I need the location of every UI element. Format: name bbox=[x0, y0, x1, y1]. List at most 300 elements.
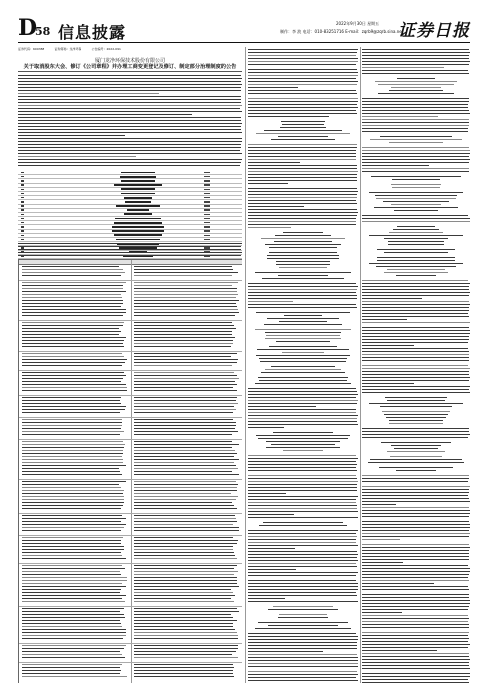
text-line bbox=[18, 135, 125, 136]
text-line bbox=[260, 361, 346, 362]
text-line bbox=[362, 553, 469, 554]
text-line bbox=[280, 127, 325, 128]
text-line bbox=[134, 372, 234, 373]
text-line bbox=[134, 328, 236, 329]
row-divider bbox=[19, 417, 242, 418]
text-line bbox=[18, 156, 136, 157]
text-line bbox=[362, 52, 470, 53]
section-number: 58 bbox=[35, 25, 51, 38]
text-line bbox=[134, 266, 232, 267]
text-line bbox=[248, 566, 357, 567]
text-line bbox=[248, 104, 357, 105]
text-line bbox=[22, 381, 121, 382]
text-line bbox=[22, 468, 119, 469]
text-line bbox=[134, 378, 239, 379]
text-line bbox=[248, 539, 356, 540]
text-line bbox=[255, 329, 350, 330]
text-line bbox=[248, 174, 357, 175]
text-line bbox=[394, 448, 437, 449]
text-line bbox=[248, 458, 358, 459]
text-line bbox=[22, 356, 124, 357]
text-line bbox=[362, 110, 469, 111]
text-line bbox=[248, 218, 356, 219]
text-line bbox=[248, 409, 356, 410]
text-line bbox=[22, 322, 124, 323]
text-line bbox=[278, 275, 327, 276]
text-line bbox=[248, 93, 357, 94]
text-line bbox=[362, 492, 469, 493]
text-line bbox=[391, 445, 440, 446]
text-line bbox=[134, 552, 234, 553]
text-line bbox=[18, 108, 240, 109]
cell-text bbox=[21, 218, 24, 219]
text-line bbox=[248, 98, 358, 99]
text-line bbox=[134, 403, 238, 404]
text-line bbox=[362, 679, 468, 680]
text-line bbox=[248, 397, 356, 398]
text-line bbox=[134, 381, 235, 382]
text-line bbox=[22, 508, 121, 509]
text-line bbox=[362, 310, 469, 311]
cell-text bbox=[124, 213, 152, 215]
text-line bbox=[362, 571, 470, 572]
row-divider bbox=[19, 370, 242, 371]
text-line bbox=[362, 481, 468, 482]
text-line bbox=[248, 551, 357, 552]
text-line bbox=[22, 546, 124, 547]
text-line bbox=[134, 629, 235, 630]
text-line bbox=[134, 468, 238, 469]
text-line bbox=[134, 508, 237, 509]
text-line bbox=[22, 456, 122, 457]
text-line bbox=[248, 61, 358, 62]
text-line bbox=[248, 200, 356, 201]
text-line bbox=[392, 187, 440, 188]
text-line bbox=[134, 617, 233, 618]
text-line bbox=[389, 232, 443, 233]
cell-text bbox=[112, 230, 163, 232]
text-line bbox=[134, 565, 237, 566]
text-line bbox=[134, 412, 233, 413]
text-line bbox=[134, 331, 232, 332]
text-line bbox=[384, 414, 448, 415]
stock-name: 证券简称：龙净环保 bbox=[54, 47, 82, 51]
text-line bbox=[257, 349, 349, 350]
text-line bbox=[22, 288, 123, 289]
text-line bbox=[22, 431, 124, 432]
text-line bbox=[248, 81, 358, 82]
text-line bbox=[267, 258, 338, 259]
text-line bbox=[396, 275, 436, 276]
text-line bbox=[391, 184, 441, 185]
text-line bbox=[248, 639, 358, 640]
text-line bbox=[22, 595, 126, 596]
company-name: 厦门龙净环保技术股份有限公司 bbox=[94, 58, 165, 64]
text-line bbox=[248, 110, 356, 111]
notice-number: 公告编号：2022-091 bbox=[91, 47, 121, 51]
text-line bbox=[362, 301, 469, 302]
text-line bbox=[362, 536, 469, 537]
cell-text bbox=[21, 180, 24, 181]
text-line bbox=[134, 337, 235, 338]
text-line bbox=[134, 322, 232, 323]
text-line bbox=[362, 354, 469, 355]
cell-text bbox=[114, 234, 163, 236]
text-line bbox=[248, 87, 298, 88]
text-line bbox=[362, 606, 469, 607]
text-line bbox=[362, 316, 469, 317]
text-line bbox=[18, 141, 242, 142]
text-line bbox=[134, 540, 238, 541]
text-line bbox=[248, 286, 358, 287]
text-line bbox=[134, 447, 232, 448]
text-line bbox=[134, 306, 237, 307]
text-line bbox=[362, 632, 469, 633]
text-line bbox=[134, 387, 233, 388]
text-line bbox=[248, 461, 356, 462]
text-line bbox=[134, 614, 231, 615]
text-line bbox=[134, 397, 237, 398]
text-line bbox=[248, 595, 357, 596]
text-line bbox=[362, 647, 468, 648]
text-line bbox=[362, 521, 469, 522]
text-line bbox=[248, 75, 358, 76]
text-line bbox=[22, 676, 127, 677]
text-line bbox=[362, 298, 422, 299]
text-line bbox=[248, 415, 358, 416]
text-line bbox=[362, 638, 469, 639]
text-line bbox=[248, 542, 356, 543]
text-line bbox=[18, 111, 242, 112]
cell-text bbox=[116, 205, 161, 207]
cell-text bbox=[125, 201, 152, 203]
text-line bbox=[396, 470, 436, 471]
text-line bbox=[18, 249, 241, 250]
text-line bbox=[134, 589, 231, 590]
text-line bbox=[134, 312, 239, 313]
text-line bbox=[22, 505, 123, 506]
text-line bbox=[22, 444, 125, 445]
text-line bbox=[248, 194, 357, 195]
text-line bbox=[22, 620, 120, 621]
cell-text bbox=[204, 218, 210, 219]
text-line bbox=[362, 98, 469, 99]
text-line bbox=[248, 496, 358, 497]
text-line bbox=[265, 332, 342, 333]
text-line bbox=[22, 471, 120, 472]
text-line bbox=[134, 505, 234, 506]
text-line bbox=[22, 555, 122, 556]
text-line bbox=[248, 180, 357, 181]
text-line bbox=[134, 638, 238, 639]
cell-text bbox=[21, 172, 24, 173]
text-line bbox=[22, 397, 121, 398]
text-line bbox=[134, 515, 235, 516]
text-line bbox=[22, 312, 126, 313]
text-line bbox=[387, 269, 445, 270]
cell-text bbox=[204, 226, 210, 227]
text-line bbox=[248, 224, 356, 225]
text-line bbox=[362, 586, 468, 587]
text-line bbox=[18, 144, 241, 145]
text-line bbox=[248, 156, 356, 157]
text-line bbox=[134, 667, 234, 668]
text-line bbox=[22, 648, 124, 649]
text-line bbox=[377, 260, 455, 261]
text-line bbox=[362, 125, 469, 126]
text-line bbox=[362, 345, 414, 346]
text-line bbox=[362, 550, 469, 551]
text-line bbox=[264, 324, 342, 325]
text-line bbox=[248, 455, 356, 456]
text-line bbox=[22, 673, 120, 674]
text-line bbox=[22, 384, 126, 385]
text-line bbox=[265, 369, 340, 370]
text-line bbox=[22, 412, 120, 413]
text-line bbox=[248, 55, 356, 56]
text-line bbox=[22, 450, 123, 451]
text-line bbox=[248, 530, 358, 531]
text-line bbox=[22, 272, 125, 273]
text-line bbox=[362, 434, 470, 435]
text-line bbox=[362, 357, 469, 358]
text-line bbox=[279, 267, 326, 268]
text-line bbox=[248, 536, 357, 537]
text-line bbox=[362, 507, 469, 508]
text-line bbox=[248, 209, 357, 210]
text-line bbox=[248, 165, 357, 166]
text-line bbox=[22, 611, 120, 612]
text-line bbox=[279, 321, 327, 322]
text-line bbox=[248, 301, 293, 302]
text-line bbox=[22, 387, 127, 388]
newspaper-logo: 证券日报 bbox=[398, 21, 470, 41]
text-line bbox=[362, 365, 468, 366]
text-line bbox=[248, 470, 357, 471]
text-line bbox=[18, 126, 241, 127]
text-line bbox=[22, 462, 123, 463]
text-line bbox=[22, 558, 126, 559]
text-line bbox=[362, 624, 469, 625]
text-line bbox=[22, 490, 124, 491]
text-line bbox=[248, 400, 358, 401]
text-line bbox=[248, 188, 357, 189]
text-line bbox=[362, 583, 434, 584]
text-line bbox=[384, 238, 448, 239]
text-line bbox=[22, 617, 125, 618]
text-line bbox=[369, 263, 464, 264]
left-column bbox=[18, 47, 242, 683]
text-line bbox=[22, 419, 122, 420]
text-line bbox=[362, 165, 429, 166]
text-line bbox=[134, 453, 237, 454]
comparison-table bbox=[18, 259, 242, 683]
text-line bbox=[18, 138, 242, 139]
row-divider bbox=[19, 395, 242, 396]
text-line bbox=[134, 422, 236, 423]
text-line bbox=[134, 365, 232, 366]
cell-text bbox=[121, 172, 155, 174]
text-line bbox=[22, 400, 120, 401]
cell-text bbox=[21, 176, 24, 177]
text-line bbox=[362, 653, 469, 654]
cell-text bbox=[204, 222, 210, 223]
text-line bbox=[134, 334, 232, 335]
text-line bbox=[362, 556, 469, 557]
cell-text bbox=[21, 209, 24, 210]
text-line bbox=[22, 580, 127, 581]
text-line bbox=[134, 592, 233, 593]
text-line bbox=[248, 203, 357, 204]
text-line bbox=[362, 383, 414, 384]
text-line bbox=[393, 229, 440, 230]
text-line bbox=[134, 583, 237, 584]
text-line bbox=[22, 549, 124, 550]
text-line bbox=[18, 78, 242, 79]
text-line bbox=[248, 586, 358, 587]
text-line bbox=[248, 511, 358, 512]
text-line bbox=[134, 343, 233, 344]
text-line bbox=[362, 574, 469, 575]
text-line bbox=[248, 660, 358, 661]
text-line bbox=[362, 342, 468, 343]
text-line bbox=[362, 486, 470, 487]
text-line bbox=[362, 49, 469, 50]
text-line bbox=[380, 406, 453, 407]
text-line bbox=[282, 124, 325, 125]
text-line bbox=[362, 307, 469, 308]
text-line bbox=[248, 583, 358, 584]
row-divider bbox=[19, 320, 242, 321]
cell-text bbox=[204, 201, 210, 202]
text-line bbox=[368, 462, 464, 463]
text-line bbox=[362, 527, 470, 528]
text-line bbox=[22, 434, 120, 435]
cell-text bbox=[114, 184, 162, 186]
row-divider bbox=[19, 563, 242, 564]
text-line bbox=[18, 129, 241, 130]
text-line bbox=[362, 122, 469, 123]
text-line bbox=[134, 676, 234, 677]
text-line bbox=[248, 651, 323, 652]
text-line bbox=[362, 73, 469, 74]
text-line bbox=[362, 539, 400, 540]
cell-text bbox=[204, 230, 210, 231]
text-line bbox=[278, 136, 328, 137]
text-line bbox=[362, 280, 468, 281]
text-line bbox=[248, 183, 288, 184]
text-line bbox=[18, 147, 241, 148]
text-line bbox=[22, 447, 124, 448]
text-line bbox=[384, 272, 448, 273]
text-line bbox=[134, 434, 232, 435]
text-line bbox=[18, 99, 241, 100]
text-line bbox=[248, 101, 358, 102]
text-line bbox=[248, 674, 358, 675]
text-line bbox=[362, 330, 470, 331]
text-line bbox=[18, 132, 242, 133]
text-line bbox=[22, 645, 126, 646]
text-line bbox=[362, 319, 407, 320]
cell-text bbox=[204, 214, 210, 215]
text-line bbox=[248, 677, 356, 678]
text-line bbox=[282, 352, 325, 353]
text-line bbox=[248, 533, 356, 534]
text-line bbox=[18, 84, 242, 85]
text-line bbox=[248, 144, 357, 145]
text-line bbox=[362, 609, 468, 610]
text-line bbox=[134, 620, 237, 621]
text-line bbox=[388, 241, 444, 242]
text-line bbox=[18, 96, 241, 97]
text-line bbox=[362, 333, 470, 334]
text-line bbox=[362, 547, 470, 548]
text-line bbox=[18, 243, 242, 244]
text-line bbox=[134, 549, 233, 550]
text-line bbox=[134, 648, 238, 649]
text-line bbox=[362, 107, 468, 108]
cell-text bbox=[204, 176, 210, 177]
text-line bbox=[362, 516, 469, 517]
text-line bbox=[362, 101, 469, 102]
text-line bbox=[248, 666, 358, 667]
text-line bbox=[258, 377, 349, 378]
text-line bbox=[362, 351, 469, 352]
text-line bbox=[134, 356, 231, 357]
text-line bbox=[362, 295, 469, 296]
text-line bbox=[248, 680, 358, 681]
text-line bbox=[134, 353, 237, 354]
text-line bbox=[362, 665, 469, 666]
text-line bbox=[248, 517, 358, 518]
text-line bbox=[261, 238, 345, 239]
text-line bbox=[362, 641, 468, 642]
text-line bbox=[22, 378, 123, 379]
text-line bbox=[362, 156, 469, 157]
text-line bbox=[134, 297, 236, 298]
text-line bbox=[22, 614, 124, 615]
text-line bbox=[362, 562, 403, 563]
text-line bbox=[362, 371, 469, 372]
text-line bbox=[362, 147, 469, 148]
text-line bbox=[276, 261, 329, 262]
text-line bbox=[248, 505, 357, 506]
text-line bbox=[22, 571, 120, 572]
text-line bbox=[377, 257, 456, 258]
text-line bbox=[248, 560, 358, 561]
text-line bbox=[248, 601, 358, 602]
cell-text bbox=[204, 189, 210, 190]
text-line bbox=[362, 304, 470, 305]
text-line bbox=[362, 489, 469, 490]
text-line bbox=[134, 462, 234, 463]
text-line bbox=[22, 499, 124, 500]
text-line bbox=[18, 165, 240, 166]
text-line bbox=[22, 518, 126, 519]
text-line bbox=[362, 568, 470, 569]
text-line bbox=[362, 322, 470, 323]
text-line bbox=[248, 598, 285, 599]
text-line bbox=[362, 289, 469, 290]
row-divider bbox=[19, 513, 242, 514]
text-line bbox=[284, 315, 323, 316]
text-line bbox=[134, 543, 237, 544]
text-line bbox=[362, 61, 470, 62]
text-line bbox=[362, 659, 470, 660]
notice-headline: 关于取消股东大会、修订《公司章程》并办理工商变更登记及修订、制定部分治理制度的公告 bbox=[23, 64, 237, 70]
text-line bbox=[22, 362, 125, 363]
text-line bbox=[248, 221, 356, 222]
